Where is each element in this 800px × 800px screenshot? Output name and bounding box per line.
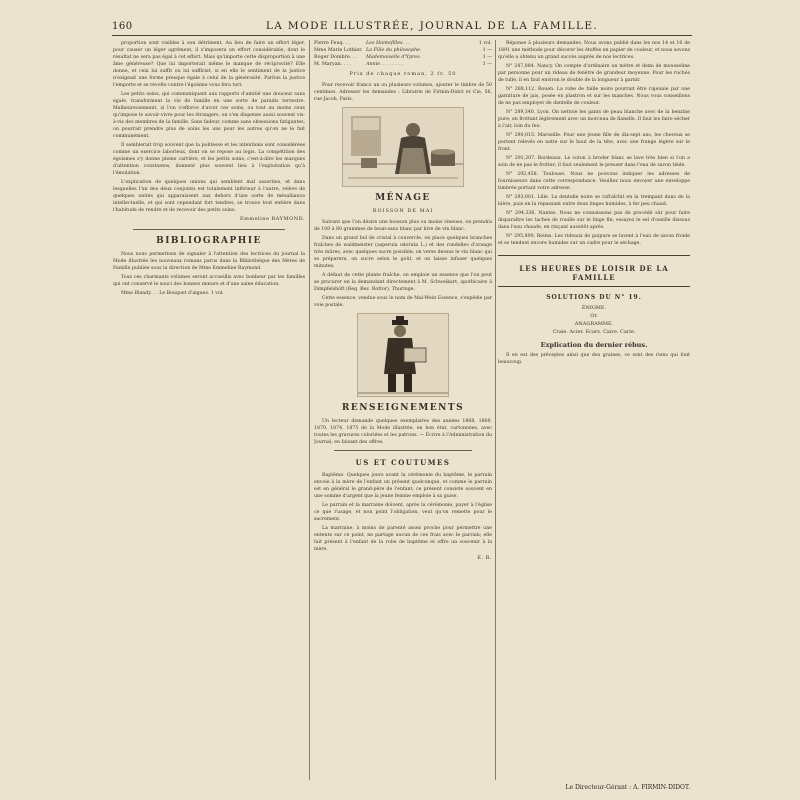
column-2 bbox=[314, 40, 492, 780]
section-subtitle: BOISSON DE MAI bbox=[372, 208, 434, 214]
paragraph: Les petits soins, qui communiquent aux rapports d'amitié une douceur sans égale, transforment la vie de famille en une sorte de paradis terrestre. Malheureusement, si l'on s'efforce d'avoir ces soins, ou tout au moins ceux qu'impose le savoir-vivre pour les étrangers, on s'en dispense aussi souvent vis-à-vis des membres de la famille. Sans fadeur, comme sans obsessions fatigantes, on pourrait prendre plus de soins les uns pour les autres qu'on ne le fait communément. bbox=[113, 92, 305, 139]
paragraph: Il semblerait trop souvent que la politesse et les intentions sont considérées comme un exercice laborieux, dont on se repose au logis. La compétition des égoïsmes s'y donne pleine carrière, et les petits soins, c'est-à-dire les marques d'attention constantes, donnent plus souvent lieu à l'exploitation qu'à l'émulation. bbox=[113, 143, 305, 176]
paragraph: L'explication de quelques unions qui semblent mal assorties, et dans lesquelles l'un des deux conjoints est totalement inférieur à l'autre, relève de quelques unités qui apparaissent aux dehors d'une sorte de mésalliance intellectuelle, et qui sont cependant fort tendres, se trouve tout entière dans l'habitude de rendre et de recevoir des petits soins. bbox=[113, 180, 305, 213]
paragraph: Le parrain et la marraine doivent, après la cérémonie, payer à l'église ce que l'usage, et non point l'obligation, veut qu'on remette pour le sacrement. bbox=[314, 503, 492, 522]
book-listing bbox=[314, 40, 492, 47]
page-header bbox=[112, 20, 692, 36]
man-reading-engraving-icon bbox=[358, 314, 448, 396]
kitchen-engraving-icon bbox=[343, 108, 463, 186]
book-listing bbox=[314, 61, 492, 68]
correspondence-entry: N° 291,207. Bordeaux. Le coton à broder blanc se lave très bien si l'on a soin de ne pas le frotter; il faut seulement le presser dans l'eau de savon tiède. bbox=[498, 156, 690, 168]
book-volumes: 1 — bbox=[482, 48, 492, 53]
paragraph: Tous ces charmants volumes seront accueillis avec bonheur par les familles qui ont conservé le souci des bonnes mœurs et d'une saine éducation. bbox=[113, 275, 305, 287]
solution-label: ANAGRAMME. bbox=[574, 321, 614, 327]
book-title: Mademoiselle d'Ypres. bbox=[366, 55, 422, 60]
paragraph: La marraine, à moins de parenté assez proche pour permettre une entente sur ce point, ne partage aucun de ces frais avec le parrain; elle fait présent à l'enfant de la robe de baptême et offre un souvenir à la mère. bbox=[314, 526, 492, 552]
order-instructions: Pour recevoir franco un ou plusieurs volumes, ajouter le timbre de 50 centimes. Adresser les demandes : Librairie de Firmin-Didot et Cie, 56, rue Jacob, Paris. bbox=[314, 83, 492, 102]
book-volumes: 1 — bbox=[482, 62, 492, 67]
solution-answer: Craie. Acier. Ecars. Caire. Carie. bbox=[552, 329, 636, 335]
book-listing bbox=[314, 54, 492, 61]
divider bbox=[133, 229, 285, 230]
man-reading-illustration bbox=[357, 313, 449, 397]
kitchen-illustration bbox=[342, 107, 464, 187]
journal-title: LA MODE ILLUSTRÉE, JOURNAL DE LA FAMILLE. bbox=[265, 20, 599, 32]
correspondence-entry: N° 292,458. Toulouse. Nous ne pouvons indiquer les adresses de fournisseurs dans cette correspondance. Veuillez nous envoyer une enveloppe timbrée portant votre adresse. bbox=[498, 172, 690, 191]
loisir-box bbox=[498, 255, 690, 287]
paragraph: Cette essence, vendue sous le nom de Mai-Wein Essence, s'expédie par voie postale. bbox=[314, 296, 492, 308]
correspondence-entry: N° 289,340. Lyon. On nettoie les gants de peau blanche avec de la benzine pure, en frottant légèrement avec un morceau de flanelle. Il faut les faire sécher à l'air, loin du feu. bbox=[498, 110, 690, 129]
correspondence-entry: N° 293,001. Lille. La dentelle noire se rafraîchit en la trempant dans de la bière, puis en la repassant entre deux linges humides, à fer peu chaud. bbox=[498, 195, 690, 207]
book-volumes: 1 vol. bbox=[478, 41, 492, 46]
correspondence-entry: N° 288,112. Rouen. La robe de faille noire pourrait être rajeunie par une garniture de jais, posée en plastron et sur les manches. Nous vous conseillons de ne pas employer de dentelle de couleur. bbox=[498, 87, 690, 106]
paragraph: proportion sont visibles à son détriment. Au lieu de faire un effort léger, pour causer un léger agrément, il s'imposera un effort considérable, dont le résultat ne sera pas égal à cet effort. Mais qu'importe cette disproportion à une âme généreuse? Que lui importerait même le manque de réciprocité? Elle donne, et cela lui suffit ou lui suffirait, si en elle le sentiment de la justice n'exigeait une forme presque égale à celui de la générosité. Parfois la justice l'emporte et se révolte contre l'égoïsme vous fera tort. bbox=[113, 41, 305, 88]
column-divider bbox=[495, 40, 496, 780]
paragraph: Réponse à plusieurs demandes. Nous avons publié dans les nos 14 et 16 de 1891 une méthode pour décorer les étoffes en papier de couleur, et nous savons qu'elle a obtenu un grand succès auprès de nos lectrices. bbox=[498, 41, 690, 60]
solution-answer: Or. bbox=[590, 313, 598, 319]
book-author: Roger Dombre. . . bbox=[314, 55, 358, 60]
book-title: Les Hontefilles. . . bbox=[366, 41, 411, 46]
solutions-title: SOLUTIONS DU N° 19. bbox=[546, 294, 642, 301]
paragraph: Dans un grand bol de cristal à couvercle, on place quelques branches fraîches de waldmeister (asperula odorata L.) et des rondelles d'orange très mûres, avec quelques sucre possible; on verse dessus le vin blanc qui se préparera, on sucre selon le goût, et on laisse infuser quelques minutes. bbox=[314, 236, 492, 269]
divider bbox=[334, 450, 472, 451]
book-author: Mme Marie Lothier. bbox=[314, 48, 363, 53]
column-3 bbox=[498, 40, 690, 780]
column-divider bbox=[309, 40, 310, 780]
page-number: 160 bbox=[112, 21, 133, 32]
rebus-title: Explication du dernier rébus. bbox=[540, 341, 648, 349]
correspondence-entry: N° 294,336. Nantes. Nous ne connaissons pas de procédé sûr pour faire disparaître les taches de rouille sur le linge fin; essayez le sel d'oseille dissous dans l'eau chaude, en rinçant aussitôt après. bbox=[498, 211, 690, 230]
section-title-us-et-coutumes: US ET COUTUMES bbox=[355, 458, 451, 467]
book-title: La Fille du philosophe. bbox=[366, 48, 422, 53]
solution-label: ÉNIGME. bbox=[581, 305, 607, 311]
paragraph: Baptême. Quelques jours avant la cérémonie du baptême, le parrain envoie à la mère de l'enfant un présent quelconque, et comme le parrain est en général le grand-père de l'enfant, ce présent consiste souvent en une somme d'argent que la jeune femme emploie à sa guise. bbox=[314, 473, 492, 499]
rebus-explanation: Il en est des préceptes ainsi que des graines, ce sont des riens qui font beaucoup. bbox=[498, 353, 690, 365]
book-author: Pierre Feuq. . . bbox=[314, 41, 351, 46]
column-1 bbox=[113, 40, 305, 780]
paragraph: A défaut de cette plante fraîche, on emploie un essence que l'on peut se procurer en la demandant directement à M. Schweikart, apothicaire à Dimpfelshöft (Reg. Bez. Rottor), Thuringe. bbox=[314, 273, 492, 292]
signature: Emmeline RAYMOND. bbox=[239, 216, 305, 222]
header-rule bbox=[112, 35, 692, 36]
book-listing bbox=[314, 47, 492, 54]
signature: E. R. bbox=[477, 555, 492, 561]
paragraph: Nous nous permettons de signaler à l'attention des lectrices du journal la Mode illustrée les nouveaux romans parus dans la Bibliothèque des Mères de Famille publiée sous la direction de Mme Emmeline Raymond. bbox=[113, 252, 305, 271]
book-listing: Mme Blandy. . . Le Bouquet d'aigues. 1 vol. bbox=[121, 291, 224, 296]
book-author: M. Maryan. . . . bbox=[314, 62, 352, 67]
correspondence-entry: N° 290,015. Marseille. Pour une jeune fille de dix-sept ans, les cheveux se portent relevés en natte sur le haut de la tête, avec une frange légère sur le front. bbox=[498, 133, 690, 152]
paragraph: Un lecteur demande quelques exemplaires des années 1868, 1869, 1870, 1874, 1875 de la Mode illustrée, en bon état, cartonnées, avec toutes les gravures coloriées et les patrons. — Écrire à l'Administration du Journal, en faisant des offres. bbox=[314, 419, 492, 445]
section-title-bibliographie: BIBLIOGRAPHIE bbox=[156, 236, 262, 246]
paragraph: Suivant que l'on désire une boisson plus ou moins vineuse, on prendra de 100 à 80 grammes de bean-sans blanc par litre de vin blanc. bbox=[314, 220, 492, 232]
correspondence-entry: N° 295,890. Reims. Les rideaux de guipure se lavent à l'eau de savon froide et se tendent encore humides sur un cadre pour le séchage. bbox=[498, 234, 690, 246]
correspondence-entry: N° 287,884. Nancy. On compte d'ordinaire un mètre et demi de mousseline par personne pour un rideau de fenêtre de grandeur moyenne. Pour les ruchés de tulle, il en faut environ le double de la longueur à garnir. bbox=[498, 64, 690, 83]
section-title-menage: MÉNAGE bbox=[375, 193, 431, 203]
book-volumes: 1 — bbox=[482, 55, 492, 60]
section-title-renseignements: RENSEIGNEMENTS bbox=[341, 403, 465, 413]
price-line: Prix de chaque roman, 2 fr. 50 bbox=[349, 71, 457, 77]
book-title: Annie. . . . . . . . bbox=[366, 62, 403, 67]
footer-credit: Le Directeur-Gérant : A. FIRMIN-DIDOT. bbox=[565, 784, 690, 791]
section-title-loisir: LES HEURES DE LOISIR DE LA FAMILLE bbox=[519, 264, 669, 282]
